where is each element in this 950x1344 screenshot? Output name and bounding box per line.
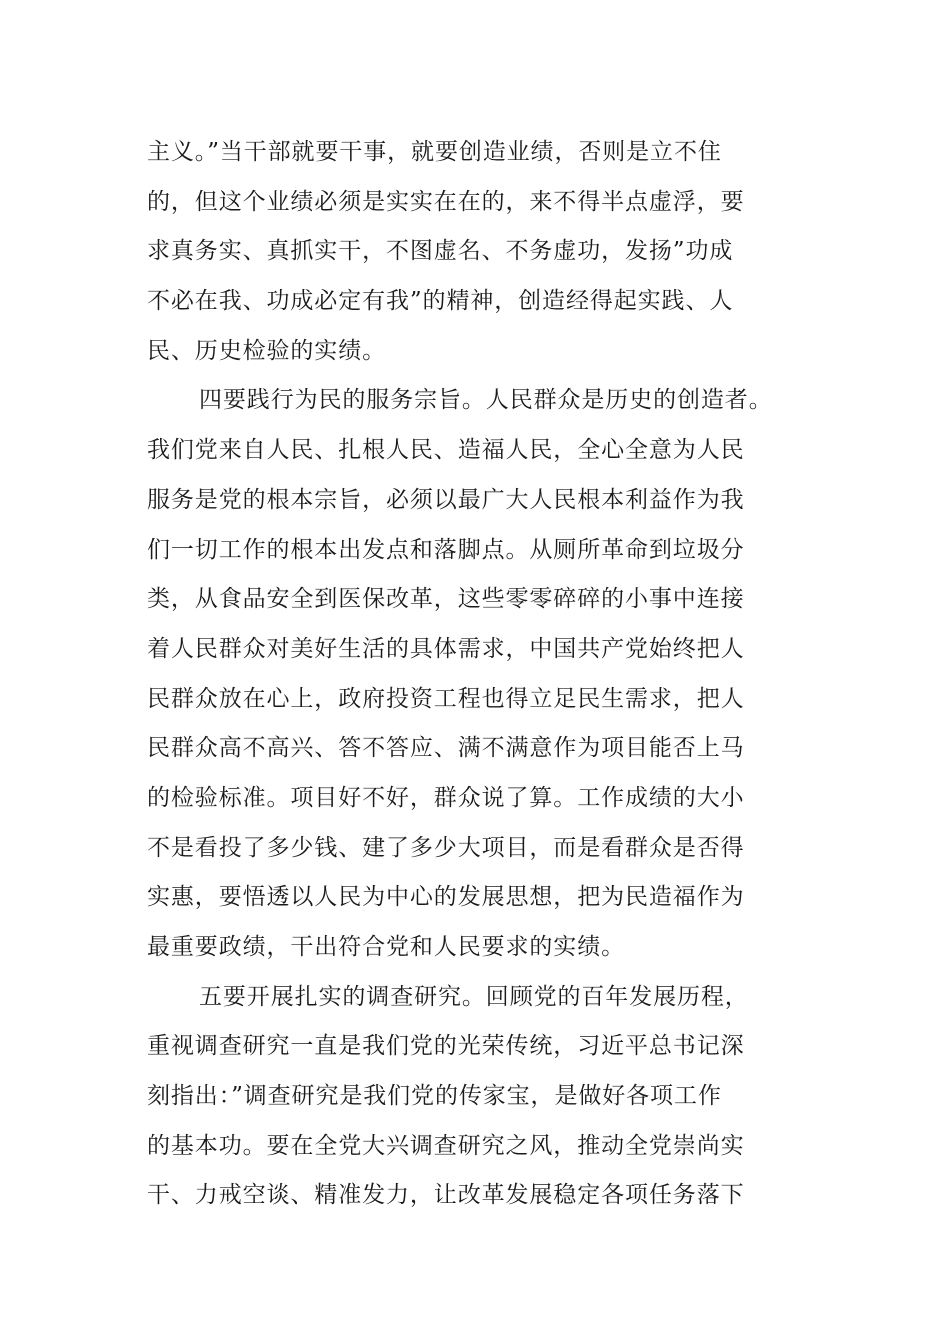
text-line: 重视调查研究一直是我们党的光荣传统，习近平总书记深 (147, 1033, 745, 1060)
text-line: 不必在我、功成必定有我”的精神，创造经得起实践、人 (147, 288, 734, 315)
text-line: 求真务实、真抓实干，不图虚名、不务虚功，发扬”功成 (147, 238, 734, 265)
text-line: 的检验标准。项目好不好，群众说了算。工作成绩的大小 (147, 784, 745, 811)
text-line: 实惠，要悟透以人民为中心的发展思想，把为民造福作为 (147, 884, 745, 911)
text-line: 着人民群众对美好生活的具体需求，中国共产党始终把人 (147, 635, 745, 662)
text-line: 的基本功。要在全党大兴调查研究之风，推动全党崇尚实 (147, 1132, 745, 1159)
text-line: 民、历史检验的实绩。 (147, 337, 386, 364)
text-line: 最重要政绩，干出符合党和人民要求的实绩。 (147, 934, 625, 960)
text-line: 民群众高不高兴、答不答应、满不满意作为项目能否上马 (147, 735, 745, 762)
text-line: 民群众放在心上，政府投资工程也得立足民生需求，把人 (147, 685, 745, 712)
text-line: 类，从食品安全到医保改革，这些零零碎碎的小事中连接 (147, 586, 745, 613)
text-line: 不是看投了多少钱、建了多少大项目，而是看群众是否得 (147, 834, 745, 861)
paragraph-4-heading-line: 四要践行为民的服务宗旨。人民群众是历史的创造者。 (199, 387, 773, 414)
text-line: 主义。”当干部就要干事，就要创造业绩，否则是立不住 (147, 139, 722, 165)
text-line: 们一切工作的根本出发点和落脚点。从厕所革命到垃圾分 (147, 536, 745, 563)
text-line: 的，但这个业绩必须是实实在在的，来不得半点虚浮，要 (147, 188, 745, 215)
body-text (147, 128, 803, 1221)
text-line: 服务是党的根本宗旨，必须以最广大人民根本利益作为我 (147, 486, 745, 513)
text-line: 刻指出：”调查研究是我们党的传家宝，是做好各项工作 (147, 1083, 722, 1110)
paragraph-5-heading-line: 五要开展扎实的调查研究。回顾党的百年发展历程， (199, 983, 749, 1010)
text-line: 我们党来自人民、扎根人民、造福人民，全心全意为人民 (147, 437, 745, 464)
text-line: 干、力戒空谈、精准发力，让改革发展稳定各项任务落下 (147, 1182, 745, 1209)
